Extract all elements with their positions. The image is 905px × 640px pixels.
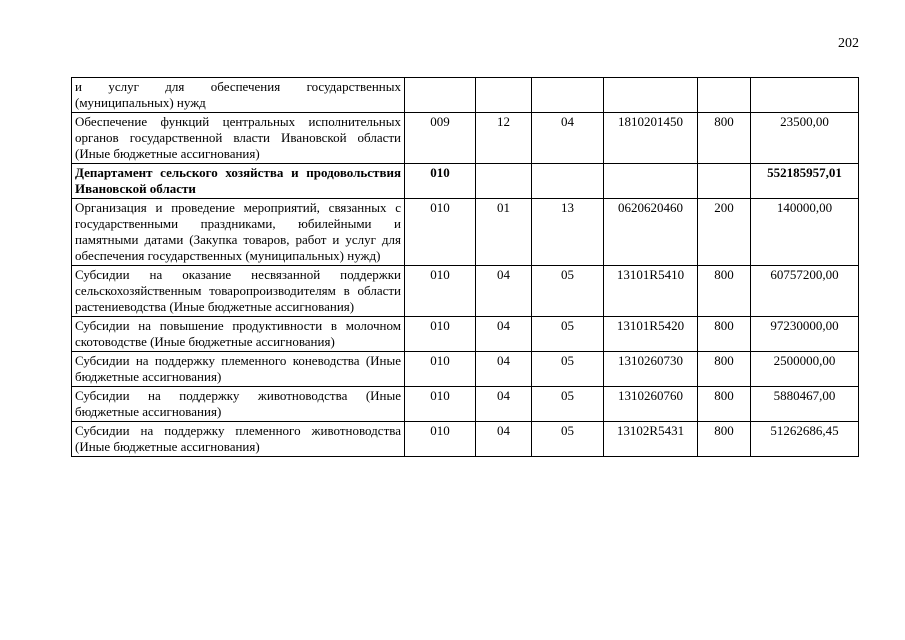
table-row [72,422,859,457]
amount: 60757200,00 [751,266,859,317]
expense-type-code: 800 [698,266,751,317]
section-code [476,164,532,199]
budget-table [71,77,859,457]
ministry-code: 009 [405,113,476,164]
row-name: Обеспечение функций центральных исполнительных органов государственной власти Ивановской области (Иные бюджетные ассигнования) [72,113,405,164]
subsection-code: 05 [532,387,604,422]
subsection-code: 13 [532,199,604,266]
ministry-code: 010 [405,317,476,352]
section-code: 04 [476,352,532,387]
amount: 51262686,45 [751,422,859,457]
table-row [72,266,859,317]
ministry-code: 010 [405,422,476,457]
row-name: Департамент сельского хозяйства и продовольствия Ивановской области [72,164,405,199]
amount: 97230000,00 [751,317,859,352]
row-name: Организация и проведение мероприятий, связанных с государственными праздниками, юбилейными и памятными датами (Закупка товаров, работ и услуг для обеспечения государственных (муниципальных) нужд) [72,199,405,266]
table-row [72,387,859,422]
amount: 552185957,01 [751,164,859,199]
table-row [72,199,859,266]
target-code: 1810201450 [604,113,698,164]
subsection-code: 05 [532,422,604,457]
expense-type-code: 800 [698,422,751,457]
target-code [604,164,698,199]
section-code: 04 [476,266,532,317]
page-number: 202 [838,36,859,51]
expense-type-code: 800 [698,317,751,352]
subsection-code: 05 [532,317,604,352]
table-row-department [72,164,859,199]
ministry-code: 010 [405,266,476,317]
ministry-code [405,78,476,113]
table-row [72,317,859,352]
target-code [604,78,698,113]
ministry-code: 010 [405,352,476,387]
target-code: 0620620460 [604,199,698,266]
subsection-code: 05 [532,266,604,317]
subsection-code [532,164,604,199]
target-code: 13101R5420 [604,317,698,352]
amount [751,78,859,113]
target-code: 1310260730 [604,352,698,387]
ministry-code: 010 [405,387,476,422]
expense-type-code: 800 [698,113,751,164]
target-code: 13101R5410 [604,266,698,317]
expense-type-code: 800 [698,352,751,387]
target-code: 1310260760 [604,387,698,422]
expense-type-code: 800 [698,387,751,422]
row-name: Субсидии на поддержку племенного животноводства (Иные бюджетные ассигнования) [72,422,405,457]
amount: 140000,00 [751,199,859,266]
amount: 23500,00 [751,113,859,164]
ministry-code: 010 [405,164,476,199]
expense-type-code: 200 [698,199,751,266]
expense-type-code [698,164,751,199]
section-code: 04 [476,317,532,352]
row-name: Субсидии на повышение продуктивности в молочном скотоводстве (Иные бюджетные ассигнования) [72,317,405,352]
amount: 5880467,00 [751,387,859,422]
row-name: Субсидии на поддержку животноводства (Иные бюджетные ассигнования) [72,387,405,422]
ministry-code: 010 [405,199,476,266]
row-name: Субсидии на оказание несвязанной поддержки сельскохозяйственным товаропроизводителям в области растениеводства (Иные бюджетные ассигнования) [72,266,405,317]
section-code: 12 [476,113,532,164]
row-name: и услуг для обеспечения государственных (муниципальных) нужд [72,78,405,113]
subsection-code: 05 [532,352,604,387]
target-code: 13102R5431 [604,422,698,457]
section-code [476,78,532,113]
table-row [72,78,859,113]
row-name: Субсидии на поддержку племенного коневодства (Иные бюджетные ассигнования) [72,352,405,387]
subsection-code: 04 [532,113,604,164]
table-row [72,113,859,164]
table-row [72,352,859,387]
section-code: 01 [476,199,532,266]
section-code: 04 [476,422,532,457]
section-code: 04 [476,387,532,422]
subsection-code [532,78,604,113]
amount: 2500000,00 [751,352,859,387]
expense-type-code [698,78,751,113]
